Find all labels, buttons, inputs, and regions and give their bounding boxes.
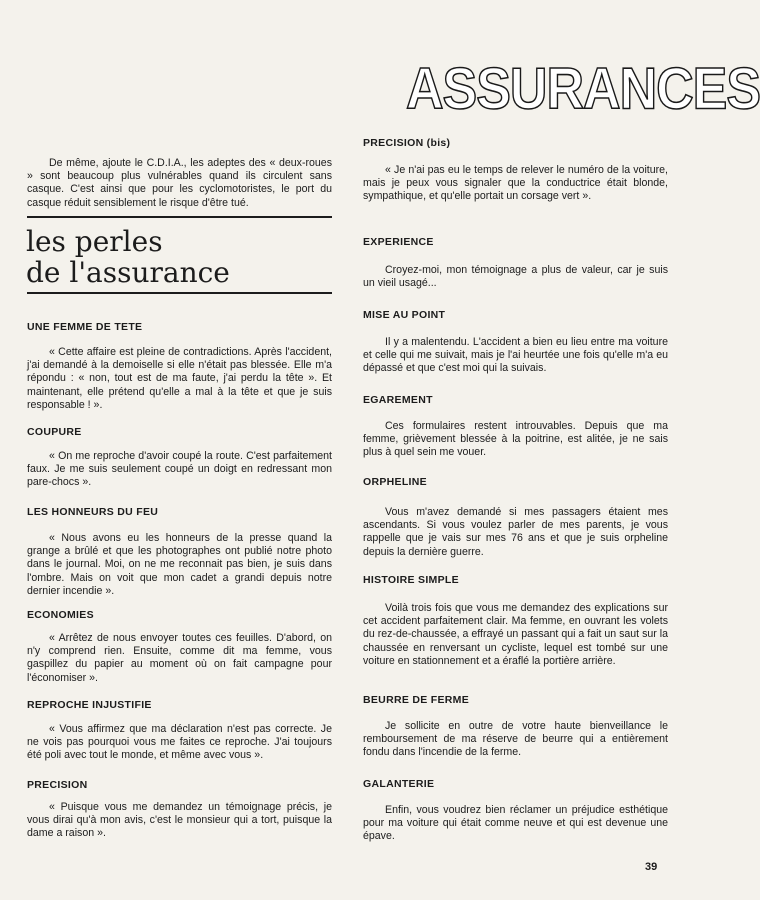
article-egarement — [363, 420, 668, 460]
heading-les-honneurs-du-feu: LES HONNEURS DU FEU — [27, 506, 159, 518]
article-text: « Je n'ai pas eu le temps de relever le numéro de la voiture, mais je peux vous signaler que la conductrice était blonde, sympathique, et qu'elle portait un corsage vert ». — [363, 164, 668, 203]
article-experience — [363, 264, 668, 290]
article-coupure — [27, 450, 332, 490]
masthead-title: ASSURANCES — [406, 56, 760, 122]
article-mise-au-point — [363, 336, 668, 376]
section-title-line1: les perles — [26, 225, 163, 258]
article-text: Vous m'avez demandé si mes passagers étaient mes ascendants. Si vous voulez parler de mes parents, je vous rappelle que je vais sur mes 76 ans et que je suis orpheline depuis la dernière guerre. — [363, 506, 668, 558]
article-economies — [27, 632, 332, 685]
article-text: « On me reproche d'avoir coupé la route. C'est parfaitement faux. Je me suis seulement coupé un doigt en redressant mon pare-chocs ». — [27, 450, 332, 489]
article-text: Il y a malentendu. L'accident a bien eu lieu entre ma voiture et celle qui me suivait, mais je l'ai heurtée une fois qu'elle m'a eu dépassé et que c'est moi qui la suivais. — [363, 336, 668, 375]
heading-precision-bis: PRECISION (bis) — [363, 137, 451, 149]
heading-egarement: EGAREMENT — [363, 394, 433, 406]
article-text: « Nous avons eu les honneurs de la presse quand la grange a brûlé et que les photographes ont publié notre photo dans le journal. Moi, on ne me reconnait pas bien, je suis dans l'ombre. Mais on voit que mon cadet a grandi depuis notre dernier incendie ». — [27, 532, 332, 597]
section-rule-bottom — [27, 292, 332, 294]
article-text: Croyez-moi, mon témoignage a plus de valeur, car je suis un vieil usagé... — [363, 264, 668, 290]
article-precision-bis — [363, 164, 668, 204]
intro-paragraph — [27, 157, 332, 210]
article-precision — [27, 801, 332, 841]
article-galanterie — [363, 804, 668, 844]
intro-text: De même, ajoute le C.D.I.A., les adeptes des « deux-roues » sont beaucoup plus vulnérables quand ils circulent sans casque. C'est ainsi que pour les cyclomotoristes, le port du casque réduit sensiblement le risque d'être tué. — [27, 157, 332, 209]
article-text: Voilà trois fois que vous me demandez des explications sur cet accident parfaitement clair. Ma femme, en ouvrant les volets du rez-de-chaussée, a effrayé un passant qui a fait un saut sur la chaussée en renversant un cycliste, lequel est tombé sur une voiture en stationnement et a éraflé la portière arrière. — [363, 602, 668, 667]
heading-experience: EXPERIENCE — [363, 236, 434, 248]
article-reproche-injustifie — [27, 723, 332, 763]
heading-une-femme-de-tete: UNE FEMME DE TETE — [27, 321, 143, 333]
article-text: Je sollicite en outre de votre haute bienveillance le remboursement de ma réserve de beurre qui a entièrement fondu dans l'incendie de la ferme. — [363, 720, 668, 759]
article-text: Ces formulaires restent introuvables. Depuis que ma femme, grièvement blessée à la poitrine, est alitée, je ne sais plus à quel sein me vouer. — [363, 420, 668, 459]
heading-mise-au-point: MISE AU POINT — [363, 309, 446, 321]
heading-economies: ECONOMIES — [27, 609, 94, 621]
heading-coupure: COUPURE — [27, 426, 82, 438]
section-rule-top — [27, 216, 332, 218]
article-text: « Vous affirmez que ma déclaration n'est pas correcte. Je ne vois pas pourquoi vous me faites ce reproche. J'ai toujours été poli avec tout le monde, et même avec vous ». — [27, 723, 332, 762]
heading-orpheline: ORPHELINE — [363, 476, 427, 488]
page-number: 39 — [645, 861, 658, 873]
heading-galanterie: GALANTERIE — [363, 778, 435, 790]
article-beurre-de-ferme — [363, 720, 668, 760]
article-une-femme-de-tete — [27, 346, 332, 412]
section-title — [26, 226, 331, 288]
article-histoire-simple — [363, 602, 668, 668]
article-orpheline — [363, 506, 668, 559]
article-les-honneurs-du-feu — [27, 532, 332, 598]
article-text: « Arrêtez de nous envoyer toutes ces feuilles. D'abord, on n'y comprend rien. Ensuite, comme dit ma femme, vous gaspillez du papier au moment où on fait campagne pour l'économiser ». — [27, 632, 332, 684]
article-text: Enfin, vous voudrez bien réclamer un préjudice esthétique pour ma voiture qui était comme neuve et qui est devenue une épave. — [363, 804, 668, 843]
article-text: « Puisque vous me demandez un témoignage précis, je vous dirai qu'à mon avis, c'est le monsieur qui a tort, puisque la dame a raison ». — [27, 801, 332, 840]
article-text: « Cette affaire est pleine de contradictions. Après l'accident, j'ai demandé à la demoiselle si elle n'était pas blessée. Elle m'a répondu : « non, tout est de ma faute, j'ai perdu la tête ». Et maintenant, elle prétend qu'elle a mal à la tête et que je suis responsable ! ». — [27, 346, 332, 411]
heading-beurre-de-ferme: BEURRE DE FERME — [363, 694, 470, 706]
section-title-line2: de l'assurance — [26, 256, 230, 289]
heading-reproche-injustifie: REPROCHE INJUSTIFIE — [27, 699, 152, 711]
heading-precision: PRECISION — [27, 779, 88, 791]
heading-histoire-simple: HISTOIRE SIMPLE — [363, 574, 459, 586]
